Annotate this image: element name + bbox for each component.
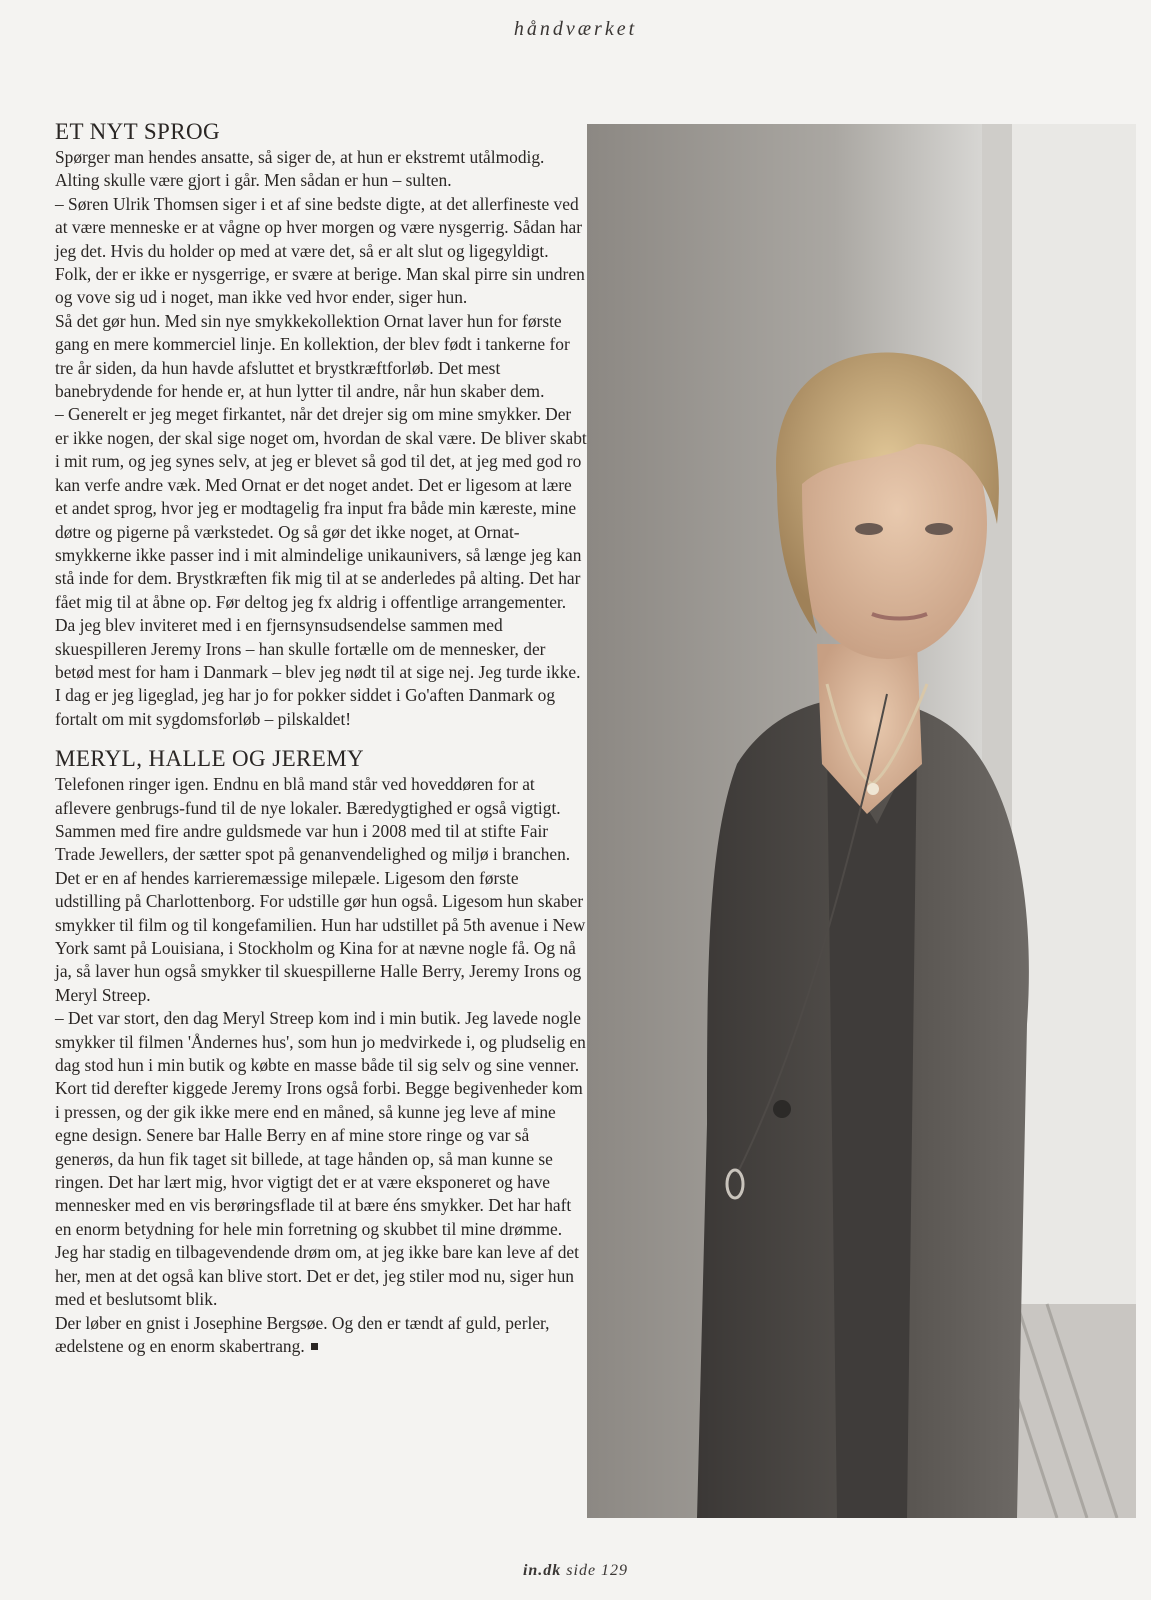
left-eye	[855, 523, 883, 535]
blazer-button	[773, 1100, 791, 1118]
blouse	[827, 744, 917, 1518]
right-eye	[925, 523, 953, 535]
footer-page-number: side 129	[566, 1562, 629, 1579]
closing-sentence: Der løber en gnist i Josephine Bergsøe. Og den er tændt af guld, perler, ædelstene og en enorm skabertrang.	[55, 1312, 550, 1356]
article-body	[55, 118, 587, 1358]
paragraph: Så det gør hun. Med sin nye smykkekollektion Ornat laver hun for første gang en mere kommerciel linje. En kollektion, der blev født i tankerne for tre år siden, da hun havde afsluttet et brystkræftforløb. Det mest banebrydende for hende er, at hun lytter til andre, når hun skaber dem.	[55, 310, 570, 402]
footer-site: in.dk	[522, 1562, 562, 1579]
paragraph: – Det var stort, den dag Meryl Streep kom ind i min butik. Jeg lavede nogle smykker til filmen 'Åndernes hus', som hun jo medvirkede i, og pludselig en dag stod hun i min butik og købte en masse både til sig selv og sine venner. Kort tid derefter kiggede Jeremy Irons også forbi. Begge begivenheder kom i pressen, og der gik ikke mere end en måned, så kunne jeg leve af mine egne design. Senere bar Halle Berry en af mine store ringe og var så generøs, da hun fik taget sit billede, at tage hånden op, så man kunne se ringen. Det har lært mig, hvor vigtigt det er at være eksponeret og have mennesker med en vis berøringsflade til at bære éns smykker. Det har haft en enorm betydning for hele min forretning og skubbet til mine drømme. Jeg har stadig en tilbagevendende drøm om, at jeg ikke bare kan leve af det her, men at det også kan blive stort. Det er det, jeg stiler mod nu, siger hun med et beslutsomt blik.	[55, 1008, 586, 1310]
portrait-photo	[587, 124, 1136, 1518]
page-footer	[0, 1562, 1151, 1580]
portrait-illustration	[587, 124, 1136, 1518]
paragraph	[55, 1312, 587, 1359]
pendant	[867, 783, 879, 795]
section-label: håndværket	[513, 18, 638, 40]
paragraph: Telefonen ringer igen. Endnu en blå mand står ved hoveddøren for at aflevere genbrugs-fund til de nye lokaler. Bæredygtighed er også vigtigt. Sammen med fire andre guldsmede var hun i 2008 med til at stifte Fair Trade Jewellers, der sætter spot på genanvendelighed og miljø i branchen. Det er en af hendes karrieremæssige milepæle. Ligesom den første udstilling på Charlottenborg. For udstille gør hun også. Ligesom hun skaber smykker til film og til kongefamilien. Hun har udstillet på 5th avenue i New York samt på Louisiana, i Stockholm og Kina for at nævne nogle få. Og nå ja, så laver hun også smykker til skuespillerne Halle Berry, Jeremy Irons og Meryl Streep.	[55, 774, 586, 1005]
paragraph: Spørger man hendes ansatte, så siger de, at hun er ekstremt utålmodig. Alting skulle være gjort i går. Men sådan er hun – sulten.	[55, 147, 545, 191]
paragraph: – Generelt er jeg meget firkantet, når det drejer sig om mine smykker. Der er ikke nogen, der skal sige noget om, hvordan de skal være. De bliver skabt i mit rum, og jeg synes selv, at jeg er blevet så god til det, at jeg med god ro kan verfe andre væk. Med Ornat er det noget andet. Det er ligesom at lære et andet sprog, hvor jeg er modtagelig fra input fra både min kæreste, mine døtre og pigerne på værkstedet. Og så gør det ikke noget, at Ornat-smykkerne ikke passer ind i mit almindelige unikaunivers, så længe jeg kan stå inde for dem. Brystkræften fik mig til at se anderledes på alting. Det har fået mig til at åbne op. Før deltog jeg fx aldrig i offentlige arrangementer. Da jeg blev inviteret med i en fjernsynsudsendelse sammen med skuespilleren Jeremy Irons – han skulle fortælle om de mennesker, der betød mest for ham i Danmark – blev jeg nødt til at sige nej. Jeg turde ikke. I dag er jeg ligeglad, jeg har jo for pokker siddet i Go'aften Danmark og fortalt om mit sygdomsforløb – pilskaldet!	[55, 404, 587, 729]
section-heading: ET NYT SPROG	[55, 119, 220, 144]
end-of-article-square-icon	[311, 1343, 318, 1350]
section-heading: MERYL, HALLE OG JEREMY	[55, 746, 365, 772]
paragraph: – Søren Ulrik Thomsen siger i et af sine bedste digte, at det allerfineste ved at være menneske er at vågne op hver morgen og være nysgerrig. Sådan har jeg det. Hvis du holder op med at være det, så er alt slut og ligegyldigt. Folk, der er ikke er nysgerrige, er svære at berige. Man skal pirre sin undren og vove sig ud i noget, man ikke ved hvor ender, siger hun.	[55, 193, 585, 308]
